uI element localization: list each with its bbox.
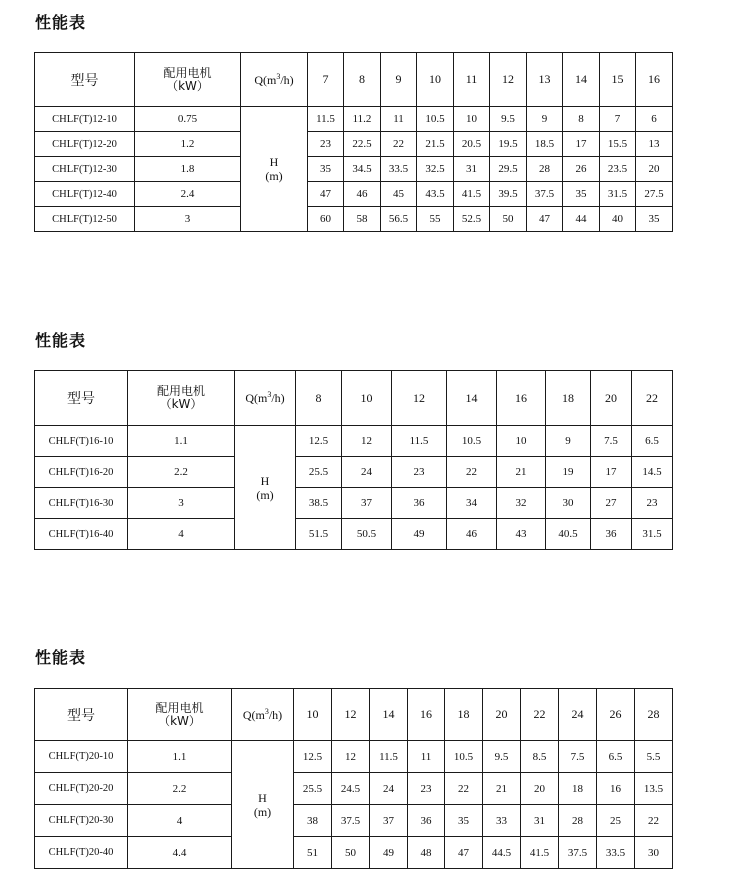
head-value-cell: 33.5 <box>381 157 417 182</box>
header-model: 型号 <box>35 53 135 107</box>
head-value-cell: 49 <box>370 837 408 869</box>
head-value-cell: 13 <box>636 132 673 157</box>
header-flow-value: 18 <box>546 371 591 426</box>
model-cell: CHLF(T)12-20 <box>35 132 135 157</box>
performance-table <box>34 52 673 232</box>
header-flow-value: 28 <box>635 689 673 741</box>
header-flow-value: 9 <box>381 53 417 107</box>
header-q-suffix: /h) <box>271 391 285 405</box>
model-cell: CHLF(T)20-40 <box>35 837 128 869</box>
head-value-cell: 17 <box>591 457 632 488</box>
head-value-cell: 49 <box>392 519 447 550</box>
head-label-line1: H <box>260 473 270 488</box>
head-value-cell: 24.5 <box>332 773 370 805</box>
head-value-cell: 33.5 <box>597 837 635 869</box>
head-value-cell: 56.5 <box>381 207 417 232</box>
head-value-cell: 60 <box>308 207 344 232</box>
header-row <box>35 371 673 426</box>
header-flow-value: 12 <box>490 53 527 107</box>
header-flow-value: 22 <box>521 689 559 741</box>
head-label-line2: (m) <box>253 804 272 819</box>
motor-power-cell: 1.1 <box>128 426 235 457</box>
head-value-cell: 16 <box>597 773 635 805</box>
section-title: 性能表 <box>35 331 87 350</box>
head-value-cell: 12 <box>332 741 370 773</box>
header-flow-value: 13 <box>527 53 563 107</box>
head-label-line1: H <box>258 790 267 805</box>
head-value-cell: 10.5 <box>445 741 483 773</box>
model-cell: CHLF(T)20-10 <box>35 741 128 773</box>
head-value-cell: 35 <box>636 207 673 232</box>
head-value-cell: 10 <box>454 107 490 132</box>
header-row <box>35 53 673 107</box>
table-row <box>35 837 673 869</box>
head-value-cell: 14.5 <box>632 457 673 488</box>
head-value-cell: 30 <box>635 837 673 869</box>
table-row <box>35 132 673 157</box>
header-motor-line2: （kW） <box>158 713 201 728</box>
head-value-cell: 58 <box>344 207 381 232</box>
head-value-cell: 21 <box>497 457 546 488</box>
header-motor-line2: （kW） <box>166 78 209 93</box>
header-q-suffix: /h) <box>280 72 294 87</box>
head-value-cell: 11.5 <box>392 426 447 457</box>
model-cell: CHLF(T)20-30 <box>35 805 128 837</box>
head-value-cell: 37 <box>342 488 392 519</box>
table-row <box>35 107 673 132</box>
header-flow-value: 8 <box>296 371 342 426</box>
head-value-cell: 10.5 <box>447 426 497 457</box>
table-row <box>35 488 673 519</box>
head-value-cell: 39.5 <box>490 182 527 207</box>
head-value-cell: 12.5 <box>296 426 342 457</box>
section-title: 性能表 <box>35 648 87 667</box>
header-flow-value: 10 <box>417 53 454 107</box>
head-value-cell: 28 <box>559 805 597 837</box>
table-row <box>35 519 673 550</box>
header-flow-value: 20 <box>483 689 521 741</box>
motor-power-cell: 4 <box>128 805 232 837</box>
head-value-cell: 44 <box>563 207 600 232</box>
head-value-cell: 36 <box>591 519 632 550</box>
head-value-cell: 12.5 <box>294 741 332 773</box>
head-value-cell: 47 <box>527 207 563 232</box>
head-value-cell: 36 <box>408 805 445 837</box>
table-body <box>35 371 673 550</box>
model-cell: CHLF(T)16-40 <box>35 519 128 550</box>
header-flow-value: 15 <box>600 53 636 107</box>
header-flow-value: 16 <box>636 53 673 107</box>
head-label-cell <box>235 426 296 550</box>
motor-power-cell: 1.8 <box>135 157 241 182</box>
head-value-cell: 19.5 <box>490 132 527 157</box>
motor-power-cell: 1.1 <box>128 741 232 773</box>
model-cell: CHLF(T)20-20 <box>35 773 128 805</box>
table-row <box>35 426 673 457</box>
head-value-cell: 41.5 <box>454 182 490 207</box>
header-flow-rate <box>241 53 308 107</box>
header-q-superscript: 3 <box>267 390 272 399</box>
head-value-cell: 11.5 <box>308 107 344 132</box>
header-model: 型号 <box>35 689 128 741</box>
head-value-cell: 11.2 <box>344 107 381 132</box>
head-value-cell: 31.5 <box>600 182 636 207</box>
header-motor-power <box>128 371 235 426</box>
performance-table <box>34 688 673 869</box>
header-flow-value: 26 <box>597 689 635 741</box>
header-flow-value: 12 <box>332 689 370 741</box>
head-value-cell: 10.5 <box>417 107 454 132</box>
head-value-cell: 34 <box>447 488 497 519</box>
head-label-cell <box>241 107 308 232</box>
head-value-cell: 10 <box>497 426 546 457</box>
head-value-cell: 27 <box>591 488 632 519</box>
head-value-cell: 55 <box>417 207 454 232</box>
motor-power-cell: 4 <box>128 519 235 550</box>
head-value-cell: 51.5 <box>296 519 342 550</box>
head-value-cell: 22.5 <box>344 132 381 157</box>
table-row <box>35 157 673 182</box>
head-value-cell: 31 <box>521 805 559 837</box>
motor-power-cell: 2.4 <box>135 182 241 207</box>
head-value-cell: 36 <box>392 488 447 519</box>
head-value-cell: 24 <box>370 773 408 805</box>
header-flow-value: 7 <box>308 53 344 107</box>
table-row <box>35 182 673 207</box>
header-flow-value: 16 <box>408 689 445 741</box>
table-row <box>35 805 673 837</box>
head-value-cell: 23 <box>308 132 344 157</box>
head-value-cell: 5.5 <box>635 741 673 773</box>
head-value-cell: 32 <box>497 488 546 519</box>
header-q-prefix: Q(m <box>242 707 265 722</box>
head-value-cell: 32.5 <box>417 157 454 182</box>
header-model: 型号 <box>35 371 128 426</box>
head-value-cell: 22 <box>635 805 673 837</box>
head-value-cell: 23 <box>392 457 447 488</box>
header-motor-line1: 配用电机 <box>163 65 212 80</box>
head-value-cell: 48 <box>408 837 445 869</box>
head-value-cell: 19 <box>546 457 591 488</box>
head-value-cell: 8.5 <box>521 741 559 773</box>
head-value-cell: 46 <box>344 182 381 207</box>
model-cell: CHLF(T)12-40 <box>35 182 135 207</box>
table-row <box>35 207 673 232</box>
head-value-cell: 7.5 <box>559 741 597 773</box>
head-value-cell: 21 <box>483 773 521 805</box>
motor-power-cell: 3 <box>128 488 235 519</box>
header-flow-value: 14 <box>563 53 600 107</box>
model-cell: CHLF(T)12-10 <box>35 107 135 132</box>
head-value-cell: 24 <box>342 457 392 488</box>
header-q-superscript: 3 <box>276 71 281 81</box>
head-value-cell: 23 <box>632 488 673 519</box>
header-flow-value: 12 <box>392 371 447 426</box>
header-flow-value: 10 <box>294 689 332 741</box>
head-value-cell: 18 <box>559 773 597 805</box>
head-value-cell: 37.5 <box>559 837 597 869</box>
head-value-cell: 7 <box>600 107 636 132</box>
head-value-cell: 50.5 <box>342 519 392 550</box>
head-value-cell: 41.5 <box>521 837 559 869</box>
head-value-cell: 37 <box>370 805 408 837</box>
head-value-cell: 9 <box>546 426 591 457</box>
head-value-cell: 37.5 <box>332 805 370 837</box>
header-flow-value: 20 <box>591 371 632 426</box>
head-value-cell: 33 <box>483 805 521 837</box>
head-value-cell: 11 <box>381 107 417 132</box>
head-value-cell: 11 <box>408 741 445 773</box>
head-value-cell: 37.5 <box>527 182 563 207</box>
head-value-cell: 45 <box>381 182 417 207</box>
header-flow-rate <box>232 689 294 741</box>
head-value-cell: 50 <box>490 207 527 232</box>
head-value-cell: 31.5 <box>632 519 673 550</box>
head-value-cell: 44.5 <box>483 837 521 869</box>
head-value-cell: 15.5 <box>600 132 636 157</box>
head-value-cell: 28 <box>527 157 563 182</box>
head-value-cell: 18.5 <box>527 132 563 157</box>
head-value-cell: 7.5 <box>591 426 632 457</box>
header-motor-line1: 配用电机 <box>155 700 204 715</box>
header-flow-value: 14 <box>370 689 408 741</box>
header-flow-value: 10 <box>342 371 392 426</box>
head-value-cell: 43 <box>497 519 546 550</box>
header-motor-power <box>135 53 241 107</box>
head-value-cell: 22 <box>447 457 497 488</box>
head-value-cell: 6 <box>636 107 673 132</box>
motor-power-cell: 0.75 <box>135 107 241 132</box>
head-value-cell: 9.5 <box>483 741 521 773</box>
head-value-cell: 47 <box>445 837 483 869</box>
head-value-cell: 43.5 <box>417 182 454 207</box>
header-flow-value: 24 <box>559 689 597 741</box>
head-value-cell: 52.5 <box>454 207 490 232</box>
model-cell: CHLF(T)16-10 <box>35 426 128 457</box>
header-q-prefix: Q(m <box>245 391 268 405</box>
head-value-cell: 27.5 <box>636 182 673 207</box>
header-q-superscript: 3 <box>264 706 269 716</box>
head-value-cell: 13.5 <box>635 773 673 805</box>
head-value-cell: 51 <box>294 837 332 869</box>
head-value-cell: 22 <box>445 773 483 805</box>
header-flow-rate <box>235 371 296 426</box>
head-value-cell: 21.5 <box>417 132 454 157</box>
head-label-line2: (m) <box>256 487 274 502</box>
performance-table <box>34 370 673 550</box>
model-cell: CHLF(T)16-20 <box>35 457 128 488</box>
head-value-cell: 40.5 <box>546 519 591 550</box>
motor-power-cell: 2.2 <box>128 773 232 805</box>
head-value-cell: 25 <box>597 805 635 837</box>
motor-power-cell: 2.2 <box>128 457 235 488</box>
head-value-cell: 35 <box>308 157 344 182</box>
head-value-cell: 22 <box>381 132 417 157</box>
header-flow-value: 16 <box>497 371 546 426</box>
head-value-cell: 23 <box>408 773 445 805</box>
head-value-cell: 31 <box>454 157 490 182</box>
table-body <box>35 689 673 869</box>
head-label-line1: H <box>269 155 279 169</box>
header-row <box>35 689 673 741</box>
head-value-cell: 23.5 <box>600 157 636 182</box>
model-cell: CHLF(T)12-30 <box>35 157 135 182</box>
head-value-cell: 35 <box>563 182 600 207</box>
head-value-cell: 46 <box>447 519 497 550</box>
head-value-cell: 47 <box>308 182 344 207</box>
table-body <box>35 53 673 232</box>
header-q-prefix: Q(m <box>254 72 277 87</box>
header-q-suffix: /h) <box>268 707 283 722</box>
table-row <box>35 741 673 773</box>
section-title: 性能表 <box>35 13 87 32</box>
head-value-cell: 25.5 <box>294 773 332 805</box>
head-value-cell: 25.5 <box>296 457 342 488</box>
motor-power-cell: 1.2 <box>135 132 241 157</box>
head-value-cell: 50 <box>332 837 370 869</box>
motor-power-cell: 4.4 <box>128 837 232 869</box>
header-flow-value: 22 <box>632 371 673 426</box>
head-value-cell: 8 <box>563 107 600 132</box>
head-value-cell: 34.5 <box>344 157 381 182</box>
head-value-cell: 6.5 <box>632 426 673 457</box>
head-value-cell: 40 <box>600 207 636 232</box>
head-value-cell: 6.5 <box>597 741 635 773</box>
header-flow-value: 8 <box>344 53 381 107</box>
head-value-cell: 20.5 <box>454 132 490 157</box>
model-cell: CHLF(T)16-30 <box>35 488 128 519</box>
head-value-cell: 9 <box>527 107 563 132</box>
head-value-cell: 29.5 <box>490 157 527 182</box>
table-row <box>35 773 673 805</box>
head-value-cell: 20 <box>636 157 673 182</box>
header-flow-value: 14 <box>447 371 497 426</box>
head-value-cell: 12 <box>342 426 392 457</box>
table-row <box>35 457 673 488</box>
head-value-cell: 9.5 <box>490 107 527 132</box>
head-value-cell: 30 <box>546 488 591 519</box>
model-cell: CHLF(T)12-50 <box>35 207 135 232</box>
head-value-cell: 20 <box>521 773 559 805</box>
head-value-cell: 38 <box>294 805 332 837</box>
header-motor-power <box>128 689 232 741</box>
head-value-cell: 26 <box>563 157 600 182</box>
head-value-cell: 11.5 <box>370 741 408 773</box>
head-value-cell: 38.5 <box>296 488 342 519</box>
motor-power-cell: 3 <box>135 207 241 232</box>
header-motor-line2: （kW） <box>159 397 203 411</box>
header-flow-value: 11 <box>454 53 490 107</box>
head-value-cell: 35 <box>445 805 483 837</box>
header-flow-value: 18 <box>445 689 483 741</box>
head-label-cell <box>232 741 294 869</box>
header-motor-line1: 配用电机 <box>156 384 205 398</box>
head-value-cell: 17 <box>563 132 600 157</box>
head-label-line2: (m) <box>265 169 283 183</box>
